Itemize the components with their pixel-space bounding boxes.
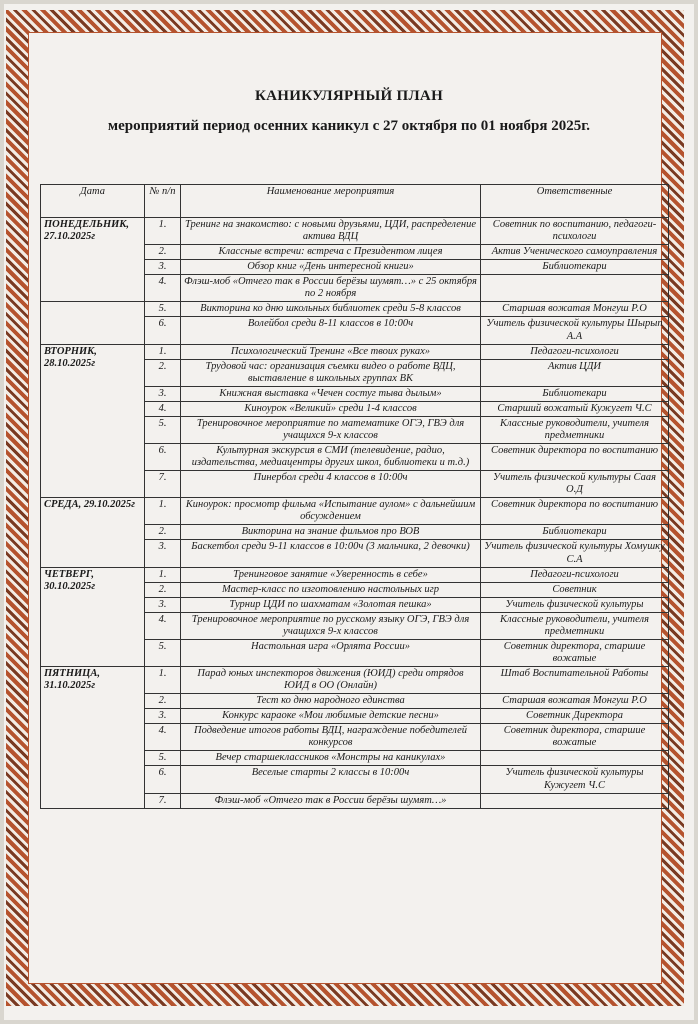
events-table-body	[41, 218, 669, 809]
responsible-cell: Советник	[481, 582, 669, 597]
responsible-cell: Старшая вожатая Монгуш Р.О	[481, 302, 669, 317]
event-number-cell: 5.	[145, 302, 181, 317]
event-number-cell: 5.	[145, 751, 181, 766]
responsible-cell: Советник директора по воспитанию	[481, 498, 669, 525]
event-name-cell: Волейбол среди 8-11 классов в 10:00ч	[181, 317, 481, 344]
event-number-cell: 4.	[145, 724, 181, 751]
event-name-cell: Флэш-моб «Отчего так в России берёзы шумят…» с 25 октября по 2 ноября	[181, 275, 481, 302]
responsible-cell	[481, 793, 669, 808]
event-name-cell: Психологический Тренинг «Все твоих руках»	[181, 344, 481, 359]
event-name-cell: Баскетбол среди 9-11 классов в 10:00ч (3 мальчика, 2 девочки)	[181, 540, 481, 567]
event-name-cell: Киноурок: просмотр фильма «Испытание аулом» с дальнейшим обсуждением	[181, 498, 481, 525]
document-subtitle: мероприятий период осенних каникул с 27 октября по 01 ноября 2025г.	[107, 118, 591, 134]
header-number: № п/п	[145, 185, 181, 218]
event-name-cell: Классные встречи: встреча с Президентом лицея	[181, 245, 481, 260]
day-date-cell	[41, 302, 145, 344]
event-name-cell: Трудовой час: организация съемки видео о работе ВДЦ, выставление в школьных группах ВК	[181, 359, 481, 386]
responsible-cell: Советник директора, старшие вожатые	[481, 639, 669, 666]
responsible-cell: Библиотекари	[481, 525, 669, 540]
event-name-cell: Обзор книг «День интересной книги»	[181, 260, 481, 275]
event-name-cell: Пинербол среди 4 классов в 10:00ч	[181, 471, 481, 498]
event-name-cell: Киноурок «Великий» среди 1-4 классов	[181, 401, 481, 416]
event-name-cell: Тест ко дню народного единства	[181, 694, 481, 709]
responsible-cell: Классные руководители, учителя предметники	[481, 416, 669, 443]
event-number-cell: 7.	[145, 793, 181, 808]
event-number-cell: 2.	[145, 245, 181, 260]
responsible-cell: Актив ЦДИ	[481, 359, 669, 386]
header-event-name: Наименование мероприятия	[181, 185, 481, 218]
event-number-cell: 2.	[145, 525, 181, 540]
event-number-cell: 1.	[145, 344, 181, 359]
event-number-cell: 6.	[145, 444, 181, 471]
responsible-cell: Советник директора, старшие вожатые	[481, 724, 669, 751]
event-name-cell: Викторина ко дню школьных библиотек среди 5-8 классов	[181, 302, 481, 317]
table-row	[41, 302, 669, 317]
event-name-cell: Тренинг на знакомство: с новыми друзьями, ЦДИ, распределение актива ВДЦ	[181, 218, 481, 245]
responsible-cell: Классные руководители, учителя предметники	[481, 612, 669, 639]
table-row	[41, 567, 669, 582]
event-number-cell: 1.	[145, 667, 181, 694]
responsible-cell: Старший вожатый Кужугет Ч.С	[481, 401, 669, 416]
responsible-cell: Актив Ученического самоуправления	[481, 245, 669, 260]
event-name-cell: Тренинговое занятие «Уверенность в себе»	[181, 567, 481, 582]
event-number-cell: 5.	[145, 416, 181, 443]
event-name-cell: Культурная экскурсия в СМИ (телевидение, радио, издательства, медиацентры других школ, библиотеки и т.д.)	[181, 444, 481, 471]
event-number-cell: 4.	[145, 401, 181, 416]
event-name-cell: Мастер-класс по изготовлению настольных игр	[181, 582, 481, 597]
event-number-cell: 4.	[145, 275, 181, 302]
event-number-cell: 3.	[145, 597, 181, 612]
event-number-cell: 1.	[145, 498, 181, 525]
event-name-cell: Викторина на знание фильмов про ВОВ	[181, 525, 481, 540]
responsible-cell: Учитель физической культуры Шырып А.А	[481, 317, 669, 344]
events-table	[40, 184, 669, 809]
table-row	[41, 218, 669, 245]
responsible-cell: Старшая вожатая Монгуш Р.О	[481, 694, 669, 709]
responsible-cell: Учитель физической культуры Кужугет Ч.С	[481, 766, 669, 793]
event-number-cell: 3.	[145, 709, 181, 724]
event-name-cell: Подведение итогов работы ВДЦ, награждение победителей конкурсов	[181, 724, 481, 751]
responsible-cell: Педагоги-психологи	[481, 344, 669, 359]
event-number-cell: 3.	[145, 540, 181, 567]
responsible-cell: Учитель физической культуры Саая О.Д	[481, 471, 669, 498]
event-name-cell: Тренировочное мероприятие по русскому языку ОГЭ, ГВЭ для учащихся 9-х классов	[181, 612, 481, 639]
responsible-cell: Учитель физической культуры Хомушку С.А	[481, 540, 669, 567]
responsible-cell	[481, 275, 669, 302]
event-number-cell: 2.	[145, 582, 181, 597]
day-date-cell: ПОНЕДЕЛЬНИК, 27.10.2025г	[41, 218, 145, 302]
event-number-cell: 5.	[145, 639, 181, 666]
event-name-cell: Настольная игра «Орлята России»	[181, 639, 481, 666]
event-number-cell: 2.	[145, 359, 181, 386]
event-name-cell: Парад юных инспекторов движения (ЮИД) среди отрядов ЮИД в ОО (Онлайн)	[181, 667, 481, 694]
table-row	[41, 667, 669, 694]
event-number-cell: 1.	[145, 218, 181, 245]
day-date-cell: ЧЕТВЕРГ, 30.10.2025г	[41, 567, 145, 666]
responsible-cell: Штаб Воспитательной Работы	[481, 667, 669, 694]
event-name-cell: Турнир ЦДИ по шахматам «Золотая пешка»	[181, 597, 481, 612]
responsible-cell	[481, 751, 669, 766]
event-number-cell: 7.	[145, 471, 181, 498]
table-header-row	[41, 185, 669, 218]
event-number-cell: 1.	[145, 567, 181, 582]
header-date: Дата	[41, 185, 145, 218]
header-responsible: Ответственные	[481, 185, 669, 218]
event-name-cell: Вечер старшеклассников «Монстры на каникулах»	[181, 751, 481, 766]
day-date-cell: ВТОРНИК, 28.10.2025г	[41, 344, 145, 498]
event-name-cell: Конкурс караоке «Мои любимые детские песни»	[181, 709, 481, 724]
day-date-cell: ПЯТНИЦА, 31.10.2025г	[41, 667, 145, 809]
event-name-cell: Тренировочное мероприятие по математике ОГЭ, ГВЭ для учащихся 9-х классов	[181, 416, 481, 443]
event-number-cell: 2.	[145, 694, 181, 709]
event-name-cell: Книжная выставка «Чечен состуг тыва дылым»	[181, 386, 481, 401]
event-number-cell: 3.	[145, 386, 181, 401]
table-row	[41, 344, 669, 359]
table-row	[41, 498, 669, 525]
day-date-cell: СРЕДА, 29.10.2025г	[41, 498, 145, 567]
responsible-cell: Учитель физической культуры	[481, 597, 669, 612]
document-title: КАНИКУЛЯРНЫЙ ПЛАН	[254, 88, 444, 104]
responsible-cell: Библиотекари	[481, 386, 669, 401]
responsible-cell: Советник директора по воспитанию	[481, 444, 669, 471]
event-number-cell: 3.	[145, 260, 181, 275]
event-number-cell: 6.	[145, 317, 181, 344]
responsible-cell: Библиотекари	[481, 260, 669, 275]
event-number-cell: 4.	[145, 612, 181, 639]
responsible-cell: Педагоги-психологи	[481, 567, 669, 582]
event-name-cell: Веселые старты 2 классы в 10:00ч	[181, 766, 481, 793]
event-number-cell: 6.	[145, 766, 181, 793]
responsible-cell: Советник Директора	[481, 709, 669, 724]
event-name-cell: Флэш-моб «Отчего так в России берёзы шумят…»	[181, 793, 481, 808]
responsible-cell: Советник по воспитанию, педагоги-психологи	[481, 218, 669, 245]
